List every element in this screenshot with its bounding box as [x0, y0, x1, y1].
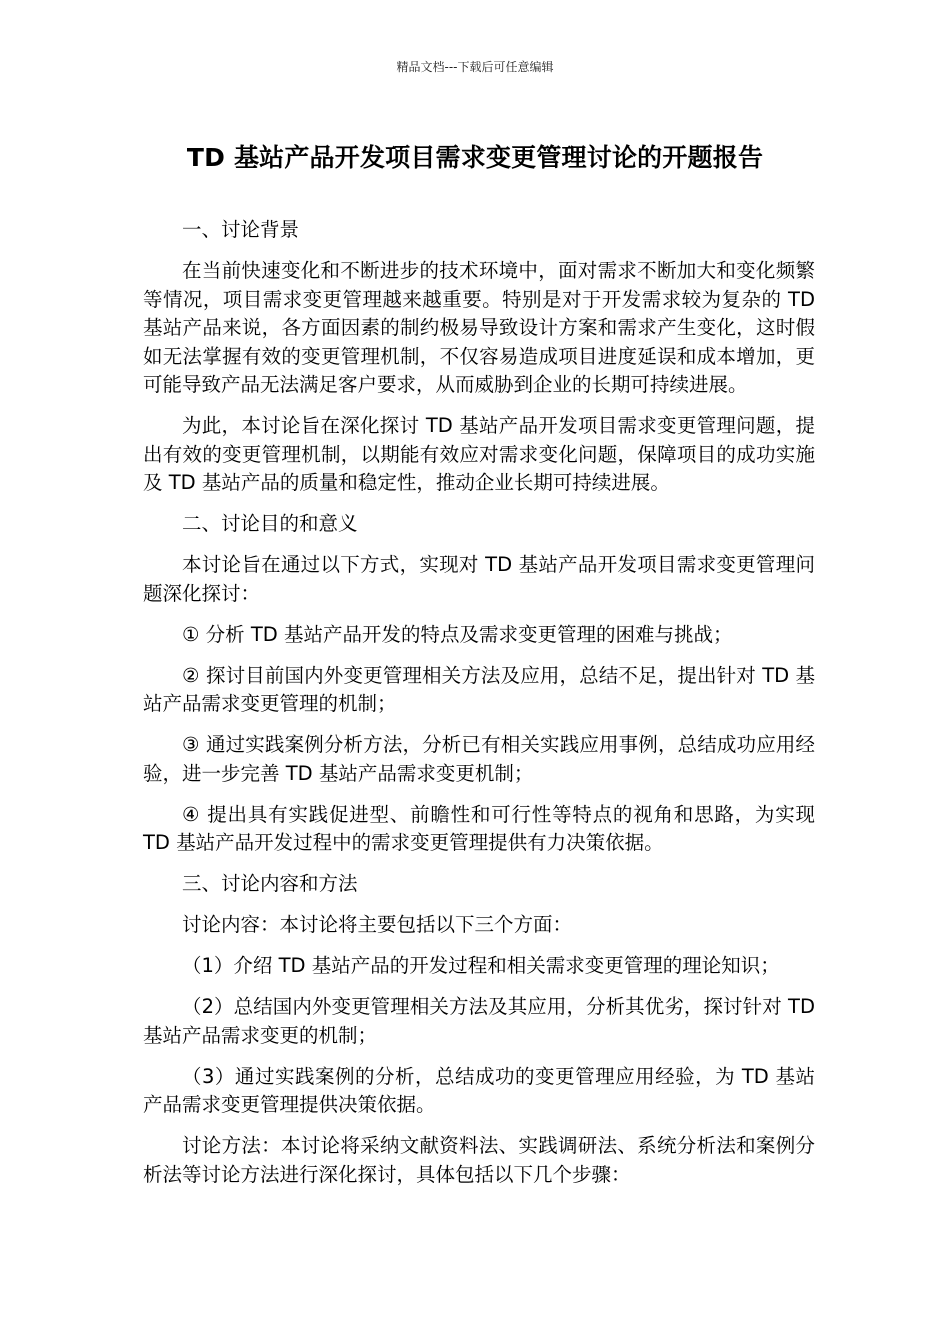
paragraph: 讨论方法：本讨论将采纳文献资料法、实践调研法、系统分析法和案例分析法等讨论方法进行深化探讨，具体包括以下几个步骤： [143, 1134, 815, 1186]
header-note: 精品文档---下载后可任意编辑 [396, 60, 554, 74]
paragraph: 本讨论旨在通过以下方式，实现对 TD 基站产品开发项目需求变更管理问题深化探讨： [143, 553, 815, 605]
section-heading-background: 一、讨论背景 [182, 218, 300, 241]
document-title: TD 基站产品开发项目需求变更管理讨论的开题报告 [186, 143, 764, 172]
list-item: ④ 提出具有实践促进型、前瞻性和可行性等特点的视角和思路，为实现 TD 基站产品开发过程中的需求变更管理提供有力决策依据。 [143, 802, 815, 854]
list-item: （2）总结国内外变更管理相关方法及其应用，分析其优劣，探讨针对 TD 基站产品需求变更的机制； [143, 995, 815, 1047]
list-item: （1）介绍 TD 基站产品的开发过程和相关需求变更管理的理论知识； [182, 954, 780, 977]
document-body [143, 216, 815, 1202]
paragraph: 在当前快速变化和不断进步的技术环境中，面对需求不断加大和变化频繁等情况，项目需求变更管理越来越重要。特别是对于开发需求较为复杂的 TD 基站产品来说，各方面因素的制约极易导致设计方案和需求产生变化，这时假如无法掌握有效的变更管理机制，不仅容易造成项目进度延误和成本增加，更可能导致产品无法满足客户要求，从而威胁到企业的长期可持续进展。 [143, 259, 815, 396]
paragraph: 讨论内容：本讨论将主要包括以下三个方面： [182, 913, 573, 936]
paragraph: 为此，本讨论旨在深化探讨 TD 基站产品开发项目需求变更管理问题，提出有效的变更管理机制，以期能有效应对需求变化问题，保障项目的成功实施及 TD 基站产品的质量和稳定性，推动企业长期可持续进展。 [143, 414, 815, 494]
list-item: （3）通过实践案例的分析，总结成功的变更管理应用经验，为 TD 基站产品需求变更管理提供决策依据。 [143, 1064, 815, 1116]
list-item: ① 分析 TD 基站产品开发的特点及需求变更管理的困难与挑战； [182, 622, 733, 646]
section-heading-content-method: 三、讨论内容和方法 [182, 872, 358, 895]
list-item: ③ 通过实践案例分析方法，分析已有相关实践应用事例，总结成功应用经验，进一步完善 TD 基站产品需求变更机制； [143, 733, 815, 785]
list-item: ② 探讨目前国内外变更管理相关方法及应用，总结不足，提出针对 TD 基站产品需求变更管理的机制； [143, 663, 815, 715]
section-heading-purpose: 二、讨论目的和意义 [182, 512, 358, 535]
